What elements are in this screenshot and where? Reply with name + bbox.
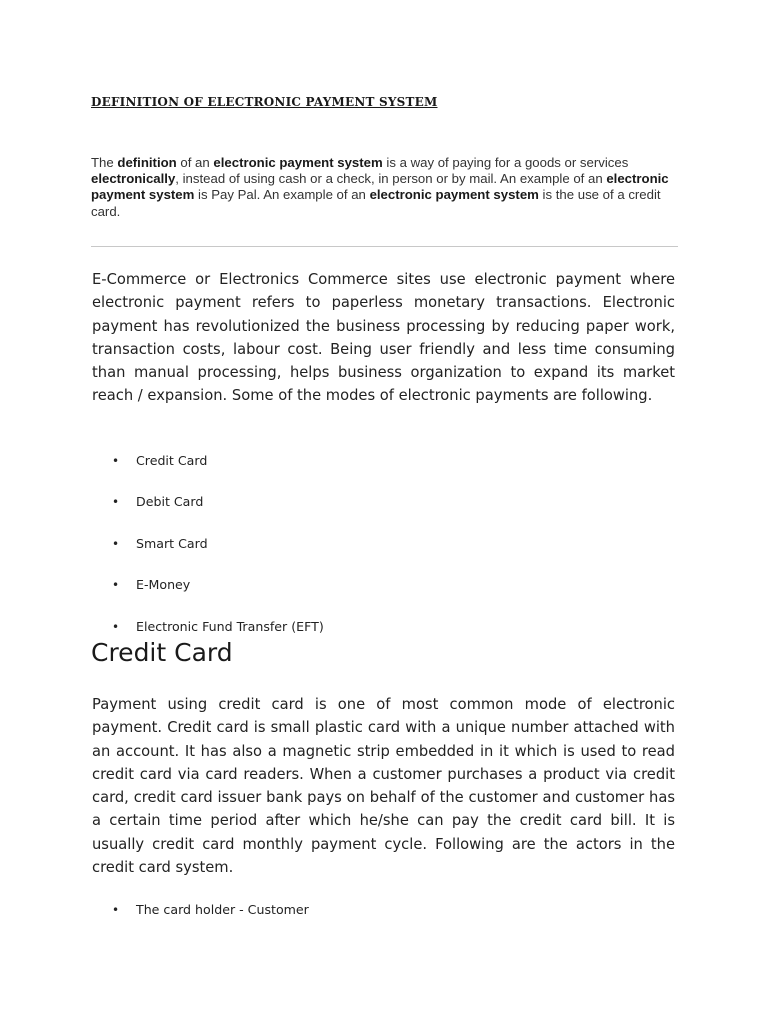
definition-bold-term: definition — [117, 155, 177, 170]
payment-modes-list — [112, 452, 324, 659]
list-item — [112, 535, 324, 576]
list-item-label: Credit Card — [136, 453, 208, 468]
credit-card-actors-list — [112, 901, 309, 942]
definition-text: The — [91, 155, 118, 170]
definition-text: is a way of paying for a goods or services — [382, 155, 629, 170]
credit-card-heading: Credit Card — [91, 638, 233, 667]
intro-paragraph: E-Commerce or Electronics Commerce sites use electronic payment where electronic payment refers to paperless monetary transactions. Electronic payment has revolutionized the business processing by reducing paper work, transaction costs, labour cost. Being user friendly and less time consuming than manual processing, helps business organization to expand its market reach / expansion. Some of the modes of electronic payments are following. — [92, 271, 675, 405]
definition-bold-term: electronic payment system — [91, 171, 669, 203]
list-item-label: Smart Card — [136, 535, 208, 551]
definition-bold-term: electronic payment system — [369, 187, 539, 203]
definition-bold-term: electronically — [91, 171, 176, 187]
definition-bold-term: electronic payment system — [213, 155, 383, 170]
definition-text: is the use of a credit card. — [91, 187, 661, 219]
bullet-icon: • — [112, 578, 120, 593]
bullet-icon: • — [112, 619, 120, 634]
document-title: DEFINITION OF ELECTRONIC PAYMENT SYSTEM — [91, 95, 438, 109]
list-item — [112, 452, 324, 493]
list-item — [112, 901, 309, 942]
definition-text: is Pay Pal. An example of an — [194, 187, 370, 203]
bullet-icon: • — [112, 536, 120, 551]
list-item-label: Electronic Fund Transfer (EFT) — [136, 618, 324, 634]
bullet-icon: • — [112, 495, 120, 510]
definition-text: of an — [176, 155, 214, 170]
horizontal-divider — [91, 246, 678, 247]
list-item-label: E-Money — [136, 577, 191, 593]
list-item-label: Debit Card — [136, 494, 204, 510]
list-item-label: The card holder - Customer — [136, 902, 309, 917]
definition-text: , instead of using cash or a check, in person or by mail. An example of an — [175, 171, 607, 187]
bullet-icon: • — [112, 903, 120, 917]
definition-paragraph — [91, 155, 671, 220]
list-item — [112, 576, 324, 617]
bullet-icon: • — [112, 454, 120, 468]
credit-card-paragraph: Payment using credit card is one of most common mode of electronic payment. Credit card is small plastic card with a unique number attached with an account. It has also a magnetic strip embedded in it which is used to read credit card via card readers. When a customer purchases a product via credit card, credit card issuer bank pays on behalf of the customer and customer has a certain time period after which he/she can pay the credit card bill. It is usually credit card monthly payment cycle. Following are the actors in the credit card system. — [92, 696, 675, 877]
list-item — [112, 493, 324, 534]
